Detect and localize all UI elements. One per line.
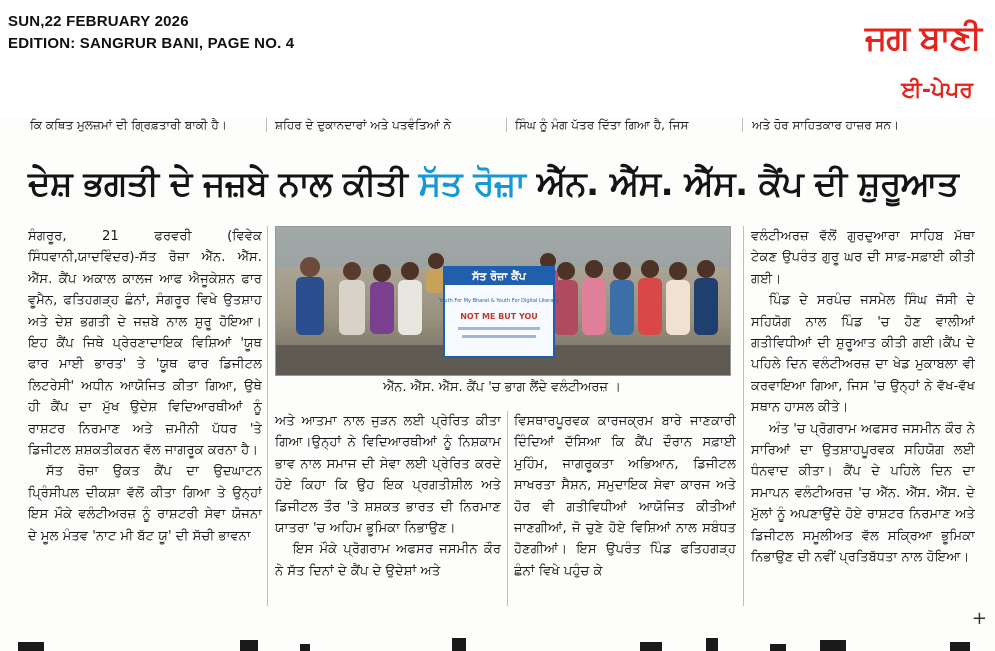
next-article-headline-cutoff: [0, 624, 995, 651]
paragraph: ਅੰਤ 'ਚ ਪ੍ਰੋਗਰਾਮ ਅਫਸਰ ਜਸਮੀਨ ਕੌਰ ਨੇ ਸਾਰਿਆਂ ਦਾ ਉਤਸ਼ਾਹਪੂਰਵਕ ਸਹਿਯੋਗ ਲਈ ਧੰਨਵਾਦ ਕੀਤਾ। ਕੈਂਪ ਦੇ ਪਹਿਲੇ ਦਿਨ ਦਾ ਸਮਾਪਨ ਵਲੰਟੀਅਰਜ਼ 'ਚ ਐੱਨ. ਐੱਸ. ਐੱਸ. ਦੇ ਮੁੱਲਾਂ ਨੂੰ ਅਪਣਾਉਂਦੇ ਹੋਏ ਰਾਸ਼ਟਰ ਨਿਰਮਾਣ ਅਤੇ ਡਿਜੀਟਲ ਸਮੂਲੀਅਤ ਵੱਲ ਸਕ੍ਰਿਆ ਭੂਮਿਕਾ ਨਿਭਾਉਣ ਦੀ ਨਵੀਂ ਪ੍ਰਤਿਬੱਧਤਾ ਨਾਲ ਹੋਇਆ।: [751, 421, 975, 566]
prev-article-text: ਸਿੰਘ ਨੂੰ ਮੰਗ ਪੱਤਰ ਦਿੱਤਾ ਗਿਆ ਹੈ, ਜਿਸ: [515, 118, 689, 132]
column-rule: [266, 118, 267, 132]
banner-subtitle: Youth For My Bharat & Youth For Digital Literacy: [438, 298, 560, 304]
paragraph: ਵਲੰਟੀਅਰਜ਼ ਵੱਲੋਂ ਗੁਰਦੁਆਰਾ ਸਾਹਿਬ ਮੱਥਾ ਟੇਕਣ ਉਪਰੰਤ ਗੁਰੂ ਘਰ ਦੀ ਸਾਫ਼-ਸਫ਼ਾਈ ਕੀਤੀ ਗਈ।: [751, 229, 975, 287]
jagbani-logo[interactable]: ਜਗ ਬਾਣੀ: [864, 18, 981, 58]
epaper-label: ਈ-ਪੇਪਰ: [901, 78, 973, 103]
volunteers-group-photo: [276, 227, 730, 375]
paragraph: ਅਤੇ ਆਤਮਾ ਨਾਲ ਜੁੜਨ ਲਈ ਪ੍ਰੇਰਿਤ ਕੀਤਾ ਗਿਆ।ਉਨ੍ਹਾਂ ਨੇ ਵਿਦਿਆਰਥੀਆਂ ਨੂੰ ਨਿਸ਼ਕਾਮ ਭਾਵ ਨਾਲ ਸਮਾਜ ਦੀ ਸੇਵਾ ਲਈ ਪ੍ਰੇਰਿਤ ਕਰਦੇ ਹੋਏ ਕਿਹਾ ਕਿ ਉਹ ਇਕ ਪ੍ਰਗਤੀਸ਼ੀਲ ਅਤੇ ਡਿਜੀਟਲ ਤੌਰ 'ਤੇ ਸ਼ਸ਼ਕਤ ਭਾਰਤ ਦੀ ਨਿਰਮਾਣ ਯਾਤਰਾ 'ਚ ਅਹਿਮ ਭੂਮਿਕਾ ਨਿਭਾਉਣ।: [275, 414, 501, 537]
paragraph: ਸੱਤ ਰੋਜ਼ਾ ਉਕਤ ਕੈਂਪ ਦਾ ਉਦਘਾਟਨ ਪ੍ਰਿੰਸੀਪਲ ਦੀਕਸ਼ਾ ਵੱਲੋਂ ਕੀਤਾ ਗਿਆ ਤੇ ਉਨ੍ਹਾਂ ਇਸ ਮੌਕੇ ਵਲੰਟੀਅਰਜ਼ ਨੂੰ ਰਾਸ਼ਟਰੀ ਸੇਵਾ ਯੋਜਨਾ ਦੇ ਮੂਲ ਮੰਤਵ 'ਨਾਟ ਮੀ ਬੱਟ ਯੂ' ਦੀ ਸੱਚੀ ਭਾਵਨਾ: [28, 464, 262, 544]
column-rule: [743, 226, 744, 606]
edition-info: EDITION: SANGRUR BANI, PAGE NO. 4: [8, 35, 295, 52]
photo-caption: ਐੱਨ. ਐੱਸ. ਐੱਸ. ਕੈਂਪ 'ਚ ਭਾਗ ਲੈਂਦੇ ਵਲੰਟੀਅਰਜ਼ ।: [383, 380, 621, 395]
column-rule: [507, 411, 508, 606]
zoom-plus-icon[interactable]: +: [971, 608, 987, 629]
epaper-masthead: [0, 0, 995, 119]
headline-part: ਦੇਸ਼ ਭਗਤੀ ਦੇ ਜਜ਼ਬੇ ਨਾਲ ਕੀਤੀ: [28, 164, 419, 204]
newspaper-page: [0, 118, 995, 651]
article-column-1: [28, 226, 262, 618]
headline-highlight: ਸੱਤ ਰੋਜ਼ਾ: [418, 164, 526, 204]
issue-date: SUN,22 FEBRUARY 2026: [8, 13, 189, 30]
article-column-3: [514, 411, 736, 611]
column-rule: [742, 118, 743, 132]
prev-article-text: ਕਿ ਕਥਿਤ ਮੁਲਜ਼ਮਾਂ ਦੀ ਗ੍ਰਿਫ਼ਤਾਰੀ ਬਾਕੀ ਹੈ।: [30, 118, 227, 132]
prev-article-text: ਅਤੇ ਹੋਰ ਸਾਹਿਤਕਾਰ ਹਾਜ਼ਰ ਸਨ।: [752, 118, 900, 132]
headline-part: ਐੱਨ. ਐੱਸ. ਐੱਸ. ਕੈਂਪ ਦੀ ਸ਼ੁਰੂਆਤ: [525, 164, 959, 204]
article-column-4: [751, 226, 975, 618]
article-headline: [28, 144, 973, 224]
paragraph: ਇਸ ਮੌਕੇ ਪ੍ਰੋਗਰਾਮ ਅਫਸਰ ਜਸਮੀਨ ਕੌਰ ਨੇ ਸੱਤ ਦਿਨਾਂ ਦੇ ਕੈਂਪ ਦੇ ਉਦੇਸ਼ਾਂ ਅਤੇ: [275, 542, 501, 579]
banner-title: ਸੱਤ ਰੋਜ਼ਾ ਕੈਂਪ: [472, 270, 526, 283]
paragraph: ਪਿੰਡ ਦੇ ਸਰਪੰਚ ਜਸਮੇਲ ਸਿੰਘ ਜੱਸੀ ਦੇ ਸਹਿਯੋਗ ਨਾਲ ਪਿੰਡ 'ਚ ਹੋਣ ਵਾਲੀਆਂ ਗਤੀਵਿਧੀਆਂ ਦੀ ਸ਼ੁਰੂਆਤ ਕੀਤੀ ਗਈ।ਕੈਂਪ ਦੇ ਪਹਿਲੇ ਦਿਨ ਵਲੰਟੀਅਰਜ਼ ਦਾ ਖੇਡ ਮੁਕਾਬਲਾ ਵੀ ਕਰਵਾਇਆ ਗਿਆ, ਜਿਸ 'ਚ ਉਨ੍ਹਾਂ ਨੇ ਵੱਖ-ਵੱਖ ਸਥਾਨ ਹਾਸਲ ਕੀਤੇ।: [751, 293, 975, 416]
paragraph: ਸੰਗਰੂਰ, 21 ਫਰਵਰੀ (ਵਿਵੇਕ ਸਿੰਧਵਾਨੀ,ਯਾਦਵਿੰਦਰ)-ਸੱਤ ਰੋਜ਼ਾ ਐੱਨ. ਐੱਸ. ਐੱਸ. ਕੈਂਪ ਅਕਾਲ ਕਾਲਜ ਆਫ ਐਜੂਕੇਸ਼ਨ ਫਾਰ ਵੂਮੈਨ, ਫਤਿਹਗੜ੍ਹ ਛੰਨਾਂ, ਸੰਗਰੂਰ ਵਿਖੇ ਉਤਸ਼ਾਹ ਅਤੇ ਦੇਸ਼ ਭਗਤੀ ਦੇ ਜਜ਼ਬੇ ਨਾਲ ਸ਼ੁਰੂ ਹੋਇਆ। ਇਹ ਕੈਂਪ ਜਿਥੇ ਪ੍ਰੇਰਣਾਦਾਇਕ ਵਿਸ਼ਿਆਂ 'ਯੂਥ ਫਾਰ ਮਾਈ ਭਾਰਤ' ਤੇ 'ਯੂਥ ਫਾਰ ਡਿਜੀਟਲ ਲਿਟਰੇਸੀ' ਅਧੀਨ ਆਯੋਜਿਤ ਕੀਤਾ ਗਿਆ, ਉਥੇ ਹੀ ਕੈਂਪ ਦਾ ਮੁੱਖ ਉਦੇਸ਼ ਵਿਦਿਆਰਥੀਆਂ ਨੂੰ ਰਾਸ਼ਟਰ ਨਿਰਮਾਣ ਅਤੇ ਜ਼ਮੀਨੀ ਪੱਧਰ 'ਤੇ ਡਿਜੀਟਲ ਸ਼ਸ਼ਕਤੀਕਰਨ ਵੱਲ ਜਾਗਰੂਕ ਕਰਨਾ ਹੈ।: [28, 229, 262, 459]
cutoff-headline-shapes: [0, 624, 995, 651]
banner-motto: NOT ME BUT YOU: [460, 312, 538, 321]
column-rule: [267, 226, 268, 606]
prev-article-text: ਸ਼ਹਿਰ ਦੇ ਦੁਕਾਨਦਾਰਾਂ ਅਤੇ ਪਤਵੰਤਿਆਂ ਨੇ: [275, 118, 452, 132]
column-rule: [506, 118, 507, 132]
paragraph: ਵਿਸਥਾਰਪੂਰਵਕ ਕਾਰਜਕ੍ਰਮ ਬਾਰੇ ਜਾਣਕਾਰੀ ਦਿੰਦਿਆਂ ਦੱਸਿਆ ਕਿ ਕੈਂਪ ਦੌਰਾਨ ਸਫ਼ਾਈ ਮੁਹਿੰਮ, ਜਾਗਰੂਕਤਾ ਅਭਿਆਨ, ਡਿਜੀਟਲ ਸਾਖਰਤਾ ਸੈਸ਼ਨ, ਸਮੁਦਾਇਕ ਸੇਵਾ ਕਾਰਜ ਅਤੇ ਹੋਰ ਵੀ ਗਤੀਵਿਧੀਆਂ ਆਯੋਜਿਤ ਕੀਤੀਆਂ ਜਾਣਗੀਆਂ, ਜੋ ਚੁਣੇ ਹੋਏ ਵਿਸ਼ਿਆਂ ਨਾਲ ਸਬੰਧਤ ਹੋਣਗੀਆਂ। ਇਸ ਉਪਰੰਤ ਪਿੰਡ ਫਤਿਹਗੜ੍ਹ ਛੰਨਾਂ ਵਿਖੇ ਪਹੁੰਚ ਕੇ: [514, 414, 736, 579]
news-photo[interactable]: [275, 226, 731, 376]
article-column-2: [275, 411, 501, 611]
